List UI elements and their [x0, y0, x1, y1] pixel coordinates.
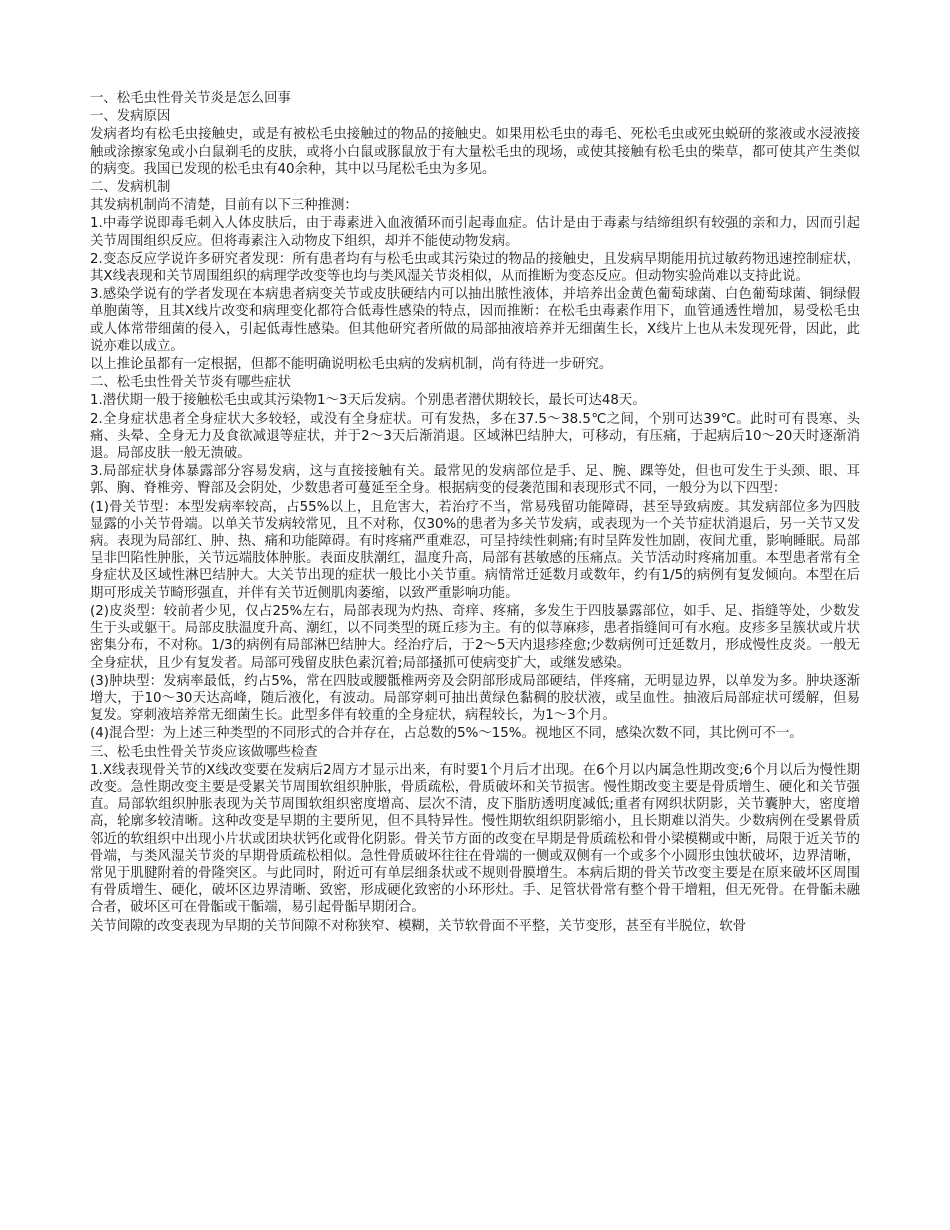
paragraph-xray: 1.X线表现骨关节的X线改变要在发病后2周方才显示出来，有时要1个月后才出现。在6个月以内属急性期改变;6个月以后为慢性期改变。急性期改变主要是受累关节周围软组织肿胀，骨质疏松，骨质破坏和关节损害。慢性期改变主要是骨质增生、硬化和关节强直。局部软组织肿胀表现为关节周围软组织密度增高、层次不清，皮下脂肪透明度减低;重者有网织状阴影，关节囊肿大，密度增高，轮廓多较清晰。这种改变是早期的主要所见，但不具特异性。慢性期软组织阴影缩小，且长期难以消失。少数病例在受累骨质邻近的软组织中出现小片状或团块状钙化或骨化阴影。骨关节方面的改变在早期是骨质疏松和骨小梁模糊或中断，局限于近关节的骨端，与类风湿关节炎的早期骨质疏松相似。急性骨质破坏往往在骨端的一侧或双侧有一个或多个小圆形虫蚀状破坏，边界清晰，常见于肌腱附着的骨隆突区。与此同时，附近可有单层细条状或不规则骨膜增生。本病后期的骨关节改变主要是在原来破坏区周围有骨质增生、硬化，破坏区边界清晰、致密，形成硬化致密的小环形灶。手、足管状骨常有整个骨干增粗，但无死骨。在骨骺未融合者，破坏区可在骨骺或干骺端，易引起骨骺早期闭合。: [90, 762, 860, 916]
paragraph-type-dermatitis: (2)皮炎型：较前者少见，仅占25%左右，局部表现为灼热、奇痒、疼痛，多发生于四肢暴露部位，如手、足、指缝等处，少数发生于头或躯干。局部皮肤温度升高、潮红，以不同类型的斑丘疹为主。有的似荨麻疹，患者指缝间可有水疱。皮疹多呈簇状或片状密集分布，不对称。1/3的病例有局部淋巴结肿大。经治疗后，于2～5天内退疹痊愈;少数病例可迁延数月，形成慢性皮炎。一般无全身症状，且少有复发者。局部可残留皮肤色素沉着;局部搔抓可使病变扩大，或继发感染。: [90, 603, 860, 671]
mechanism-intro: 其发病机制尚不清楚，目前有以下三种推测：: [90, 198, 358, 214]
section-title-exams: 三、松毛虫性骨关节炎应该做哪些检查: [90, 744, 318, 760]
paragraph-infection-theory: 3.感染学说有的学者发现在本病患者病变关节或皮肤硬结内可以抽出脓性液体，并培养出金黄色葡萄球菌、白色葡萄球菌、铜绿假单胞菌等，且其X线片改变和病理变化都符合低毒性感染的特点，因而推断：在松毛虫毒素作用下，血管通透性增加，易受松毛虫或人体常带细菌的侵入，引起低毒性感染。但其他研究者所做的局部抽液培养并无细菌生长，X线片上也从未发现死骨，因此，此说亦难以成立。: [90, 287, 860, 354]
section-title-symptoms: 二、松毛虫性骨关节炎有哪些症状: [90, 375, 291, 391]
paragraph-cause: 发病者均有松毛虫接触史，或是有被松毛虫接触过的物品的接触史。如果用松毛虫的毒毛、死松毛虫或死虫蜕研的浆液或水浸液接触或涂擦家兔或小白鼠剃毛的皮肤，或将小白鼠或豚鼠放于有大量松毛虫的现场，或使其接触有松毛虫的柴草，都可使其产生类似的病变。我国已发现的松毛虫有40余种，其中以马尾松毛虫为多见。: [90, 127, 860, 177]
main-heading: 一、松毛虫性骨关节炎是怎么回事: [90, 91, 291, 106]
paragraph-systemic-symptoms: 2.全身症状患者全身症状大多较轻，或没有全身症状。可有发热，多在37.5～38.5℃之间，个别可达39℃。此时可有畏寒、头痛、头晕、全身无力及食欲减退等症状，并于2～3天后渐消退。区域淋巴结肿大，可移动，有压痛，于起病后10～20天时逐渐消退。局部皮肤一般无溃破。: [90, 411, 860, 462]
document-page: [90, 90, 860, 936]
mechanism-conclusion: 以上推论虽都有一定根据，但都不能明确说明松毛虫病的发病机制，尚有待进一步研究。: [90, 357, 613, 373]
section-title-mechanism: 二、发病机制: [90, 180, 171, 196]
paragraph-local-symptoms: 3.局部症状身体暴露部分容易发病，这与直接接触有关。最常见的发病部位是手、足、腕、踝等处，但也可发生于头颈、眼、耳郭、胸、脊椎旁、臀部及会阴处，少数患者可蔓延至全身。根据病变的侵袭范围和表现形式不同，一般分为以下四型：: [90, 464, 860, 497]
paragraph-joint-space: 关节间隙的改变表现为早期的关节间隙不对称狭窄、模糊，关节软骨面不平整，关节变形，甚至有半脱位，软骨: [90, 918, 747, 934]
section-title-cause: 一、发病原因: [90, 109, 171, 125]
paragraph-toxin-theory: 1.中毒学说即毒毛刺入人体皮肤后，由于毒素进入血液循环而引起毒血症。估计是由于毒素与结缔组织有较强的亲和力，因而引起关节周围组织反应。但将毒素注入动物皮下组织，却并不能使动物发病。: [90, 216, 860, 249]
paragraph-allergy-theory: 2.变态反应学说许多研究者发现：所有患者均有与松毛虫或其污染过的物品的接触史，且发病早期能用抗过敏药物迅速控制症状，其X线表现和关节周围组织的病理学改变等也均与类风湿关节炎相似，从而推断为变态反应。但动物实验尚难以支持此说。: [90, 251, 860, 285]
paragraph-type-mass: (3)肿块型：发病率最低，约占5%，常在四肢或腰骶椎两旁及会阴部形成局部硬结，伴疼痛，无明显边界，以单发为多。肿块逐渐增大，于10～30天达高峰，随后液化，有波动。局部穿刺可抽出黄绿色黏稠的胶状液，或呈血性。抽液后局部症状可缓解，但易复发。穿刺液培养常无细菌生长。此型多伴有较重的全身症状，病程较长，为1～3个月。: [90, 673, 860, 724]
paragraph-incubation: 1.潜伏期一般于接触松毛虫或其污染物1～3天后发病。个别患者潜伏期较长，最长可达48天。: [90, 393, 646, 409]
paragraph-type-mixed: (4)混合型：为上述三种类型的不同形式的合并存在，占总数的5%～15%。视地区不同，感染次数不同，其比例可不一。: [90, 726, 803, 742]
paragraph-type-bone-joint: (1)骨关节型：本型发病率较高，占55%以上，且危害大，若治疗不当，常易残留功能障碍，甚至导致病废。其发病部位多为四肢显露的小关节骨端。以单关节发病较常见，且不对称，仅30%的患者为多关节发病，或表现为一个关节症状消退后，另一关节又发病。表现为局部红、肿、热、痛和功能障碍。有时疼痛严重难忍，可呈持续性刺痛;有时呈阵发性加剧，夜间尤重，影响睡眠。局部呈非凹陷性肿胀，关节远端肢体肿胀。表面皮肤潮红，温度升高，局部有甚敏感的压痛点。关节活动时疼痛加重。本型患者常有全身症状及区域性淋巴结肿大。大关节出现的症状一般比小关节重。病情常迁延数月或数年，约有1/5的病例有复发倾向。本型在后期可形成关节畸形强直，并伴有关节近侧肌肉萎缩，以致严重影响功能。: [90, 499, 860, 601]
